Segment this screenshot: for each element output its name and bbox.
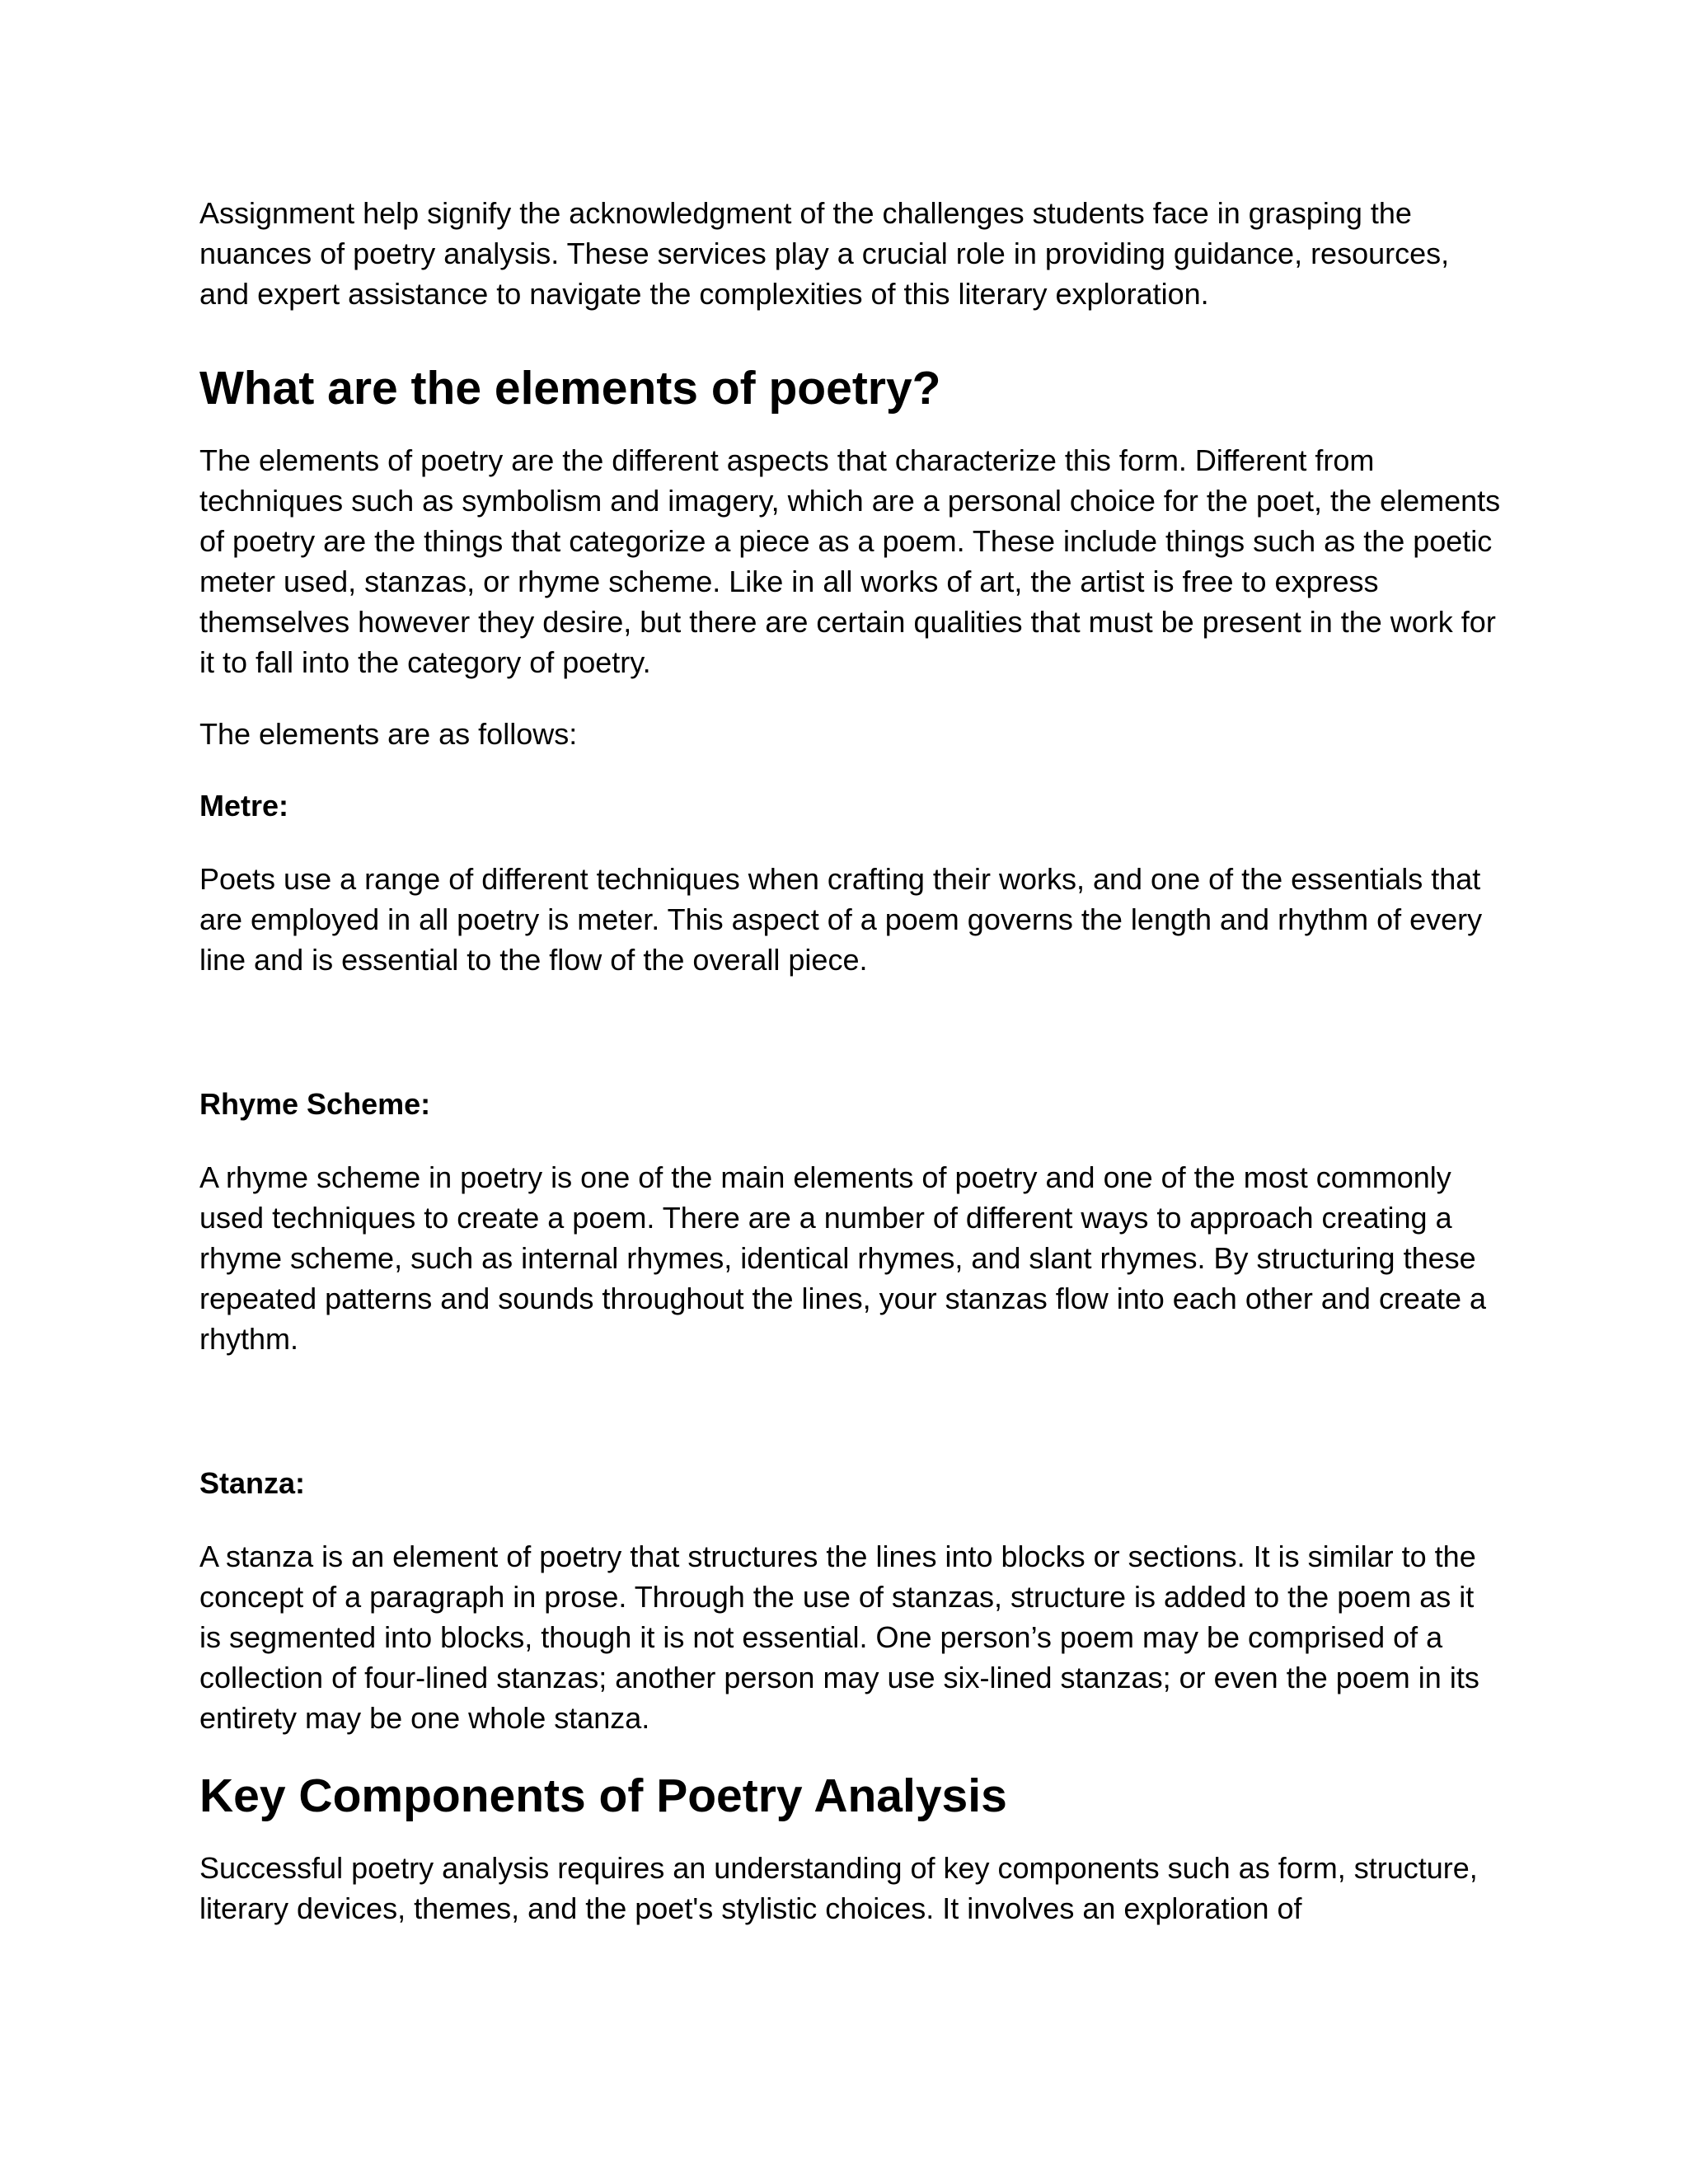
- document-page: [199, 193, 1502, 1929]
- stanza-paragraph: A stanza is an element of poetry that structures the lines into blocks or sections. It is similar to the concept of a paragraph in prose. Through the use of stanzas, structure is added to the poem as it is segmented into blocks, though it is not essential. One person’s poem may be comprised of a collection of four-lined stanzas; another person may use six-lined stanzas; or even the poem in its entirety may be one whole stanza.: [199, 1540, 1479, 1735]
- key-components-paragraph: Successful poetry analysis requires an understanding of key components such as form, structure, literary devices, themes, and the poet's stylistic choices. It involves an exploration of: [199, 1851, 1478, 1925]
- elements-paragraph: The elements of poetry are the different aspects that characterize this form. Different from techniques such as symbolism and imagery, which are a personal choice for the poet, the elements of poetry are the things that categorize a piece as a poem. These include things such as the poetic meter used, stanzas, or rhyme scheme. Like in all works of art, the artist is free to express themselves however they desire, but there are certain qualities that must be present in the work for it to fall into the category of poetry.: [199, 443, 1501, 679]
- intro-paragraph: Assignment help signify the acknowledgment of the challenges students face in grasping the nuances of poetry analysis. These services play a crucial role in providing guidance, resources, and expert assistance to navigate the complexities of this literary exploration.: [199, 196, 1450, 311]
- metre-paragraph: Poets use a range of different techniques when crafting their works, and one of the essentials that are employed in all poetry is meter. This aspect of a poem governs the length and rhythm of every line and is essential to the flow of the overall piece.: [199, 862, 1483, 977]
- heading-elements-of-poetry: What are the elements of poetry?: [199, 362, 941, 415]
- rhyme-scheme-heading: Rhyme Scheme:: [199, 1087, 431, 1121]
- heading-key-components: Key Components of Poetry Analysis: [199, 1769, 1007, 1822]
- stanza-heading: Stanza:: [199, 1466, 306, 1500]
- metre-heading: Metre:: [199, 789, 289, 823]
- elements-follow-text: The elements are as follows:: [199, 717, 578, 751]
- rhyme-scheme-paragraph: A rhyme scheme in poetry is one of the main elements of poetry and one of the most commonly used techniques to create a poem. There are a number of different ways to approach creating a rhyme scheme, such as internal rhymes, identical rhymes, and slant rhymes. By structuring these repeated patterns and sounds throughout the lines, your stanzas flow into each other and create a rhythm.: [199, 1160, 1487, 1356]
